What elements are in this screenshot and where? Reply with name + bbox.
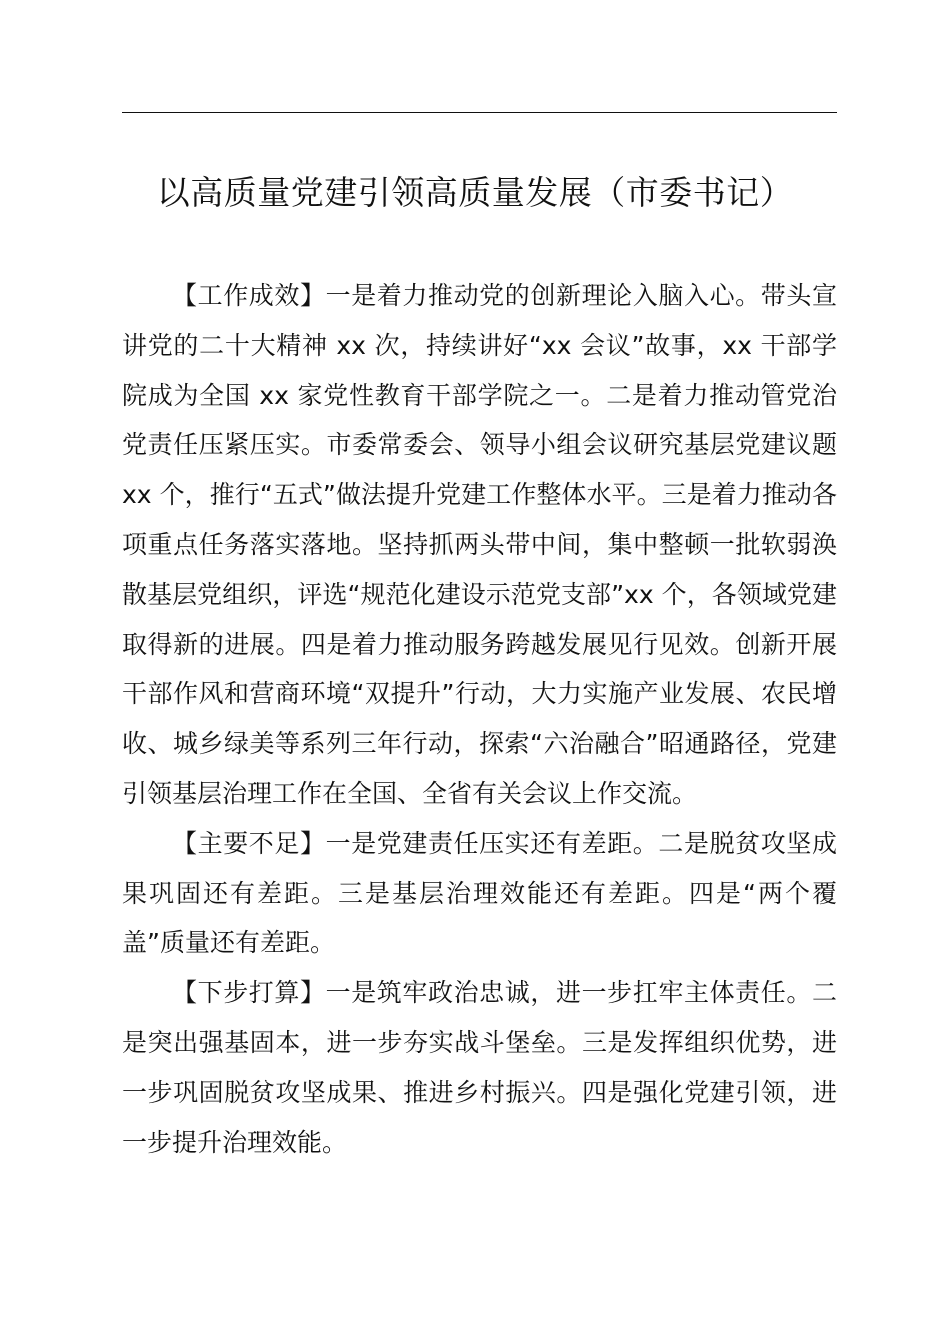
section-heading-shortcomings: 【主要不足】	[172, 828, 326, 858]
section-text-shortcomings: 一是党建责任压实还有差距。二是脱贫攻坚成果巩固还有差距。三是基层治理效能还有差距。四是“两个覆盖”质量还有差距。	[122, 828, 837, 958]
section-text-next-plans: 一是筑牢政治忠诚，进一步扛牢主体责任。二是突出强基固本，进一步夯实战斗堡垒。三是发挥组织优势，进一步巩固脱贫攻坚成果、推进乡村振兴。四是强化党建引领，进一步提升治理效能。	[122, 978, 837, 1157]
section-next-plans	[122, 968, 837, 1167]
document-title: 以高质量党建引领高质量发展（市委书记）	[156, 173, 794, 212]
document-body	[122, 271, 837, 1167]
section-work-results	[122, 271, 837, 819]
section-text-work-results: 一是着力推动党的创新理论入脑入心。带头宣讲党的二十大精神 xx 次，持续讲好“xx 会议”故事，xx 干部学院成为全国 xx 家党性教育干部学院之一。二是着力推动管党治党责任压紧压实。市委常委会、领导小组会议研究基层党建议题 xx 个，推行“五式”做法提升党建工作整体水平。三是着力推动各项重点任务落实落地。坚持抓两头带中间，集中整顿一批软弱涣散基层党组织，评选“规范化建设示范党支部”xx 个，各领域党建取得新的进展。四是着力推动服务跨越发展见行见效。创新开展干部作风和营商环境“双提升”行动，大力实施产业发展、农民增收、城乡绿美等系列三年行动，探索“六治融合”昭通路径，党建引领基层治理工作在全国、全省有关会议上作交流。	[122, 281, 837, 808]
header-rule	[122, 112, 837, 113]
section-shortcomings	[122, 819, 837, 968]
section-heading-next-plans: 【下步打算】	[172, 978, 326, 1008]
section-heading-work-results: 【工作成效】	[172, 281, 326, 310]
